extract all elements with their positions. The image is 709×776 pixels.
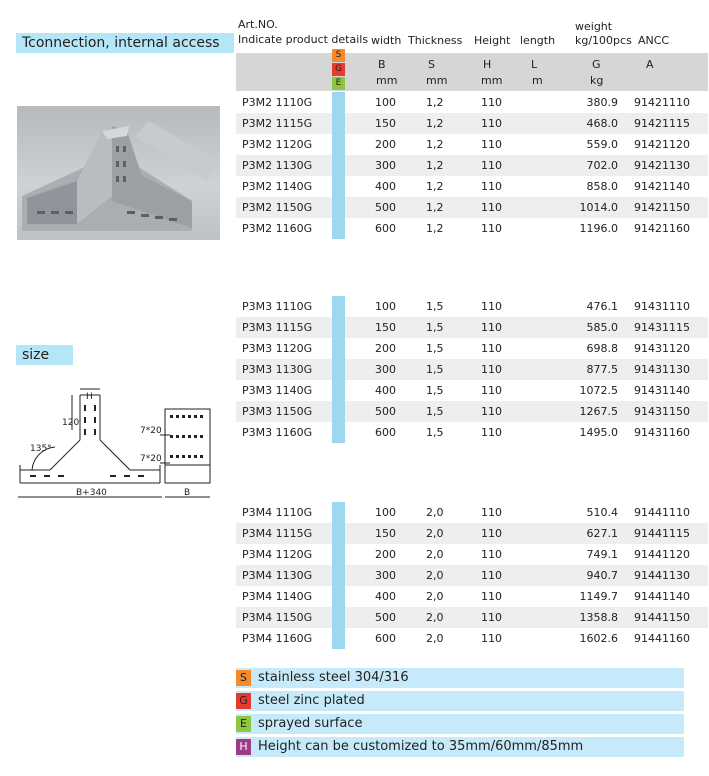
cell-ancc-a: 91421110 — [634, 96, 690, 109]
cell-ancc-a: 91421115 — [634, 117, 690, 130]
badge-s: S — [332, 49, 345, 62]
cell-height-h: 110 — [481, 611, 502, 624]
cell-ancc-a: 91431120 — [634, 342, 690, 355]
dim-slot-1: 7*20 — [140, 426, 162, 436]
cell-width-b: 400 — [375, 180, 396, 193]
table-row — [236, 134, 708, 155]
badge-g: G — [332, 63, 345, 76]
cell-height-h: 110 — [481, 222, 502, 235]
cell-art-no: P3M2 1115G — [242, 117, 313, 130]
table-row — [236, 113, 708, 134]
cell-weight-g: 1602.6 — [579, 632, 618, 645]
unit-g: kg — [590, 74, 604, 87]
cell-art-no: P3M3 1160G — [242, 426, 313, 439]
cell-thickness-s: 1,2 — [426, 117, 444, 130]
sym-a: A — [646, 58, 654, 71]
cell-width-b: 200 — [375, 342, 396, 355]
cell-weight-g: 1149.7 — [579, 590, 618, 603]
cell-art-no: P3M3 1110G — [242, 300, 313, 313]
cell-height-h: 110 — [481, 506, 502, 519]
cell-weight-g: 702.0 — [586, 159, 618, 172]
cell-weight-g: 698.8 — [586, 342, 618, 355]
cell-art-no: P3M3 1150G — [242, 405, 313, 418]
cell-ancc-a: 91441120 — [634, 548, 690, 561]
cell-art-no: P3M4 1120G — [242, 548, 313, 561]
t-connection-image — [17, 106, 220, 240]
cell-height-h: 110 — [481, 384, 502, 397]
legend-key: G — [236, 693, 251, 709]
cell-height-h: 110 — [481, 159, 502, 172]
cell-art-no: P3M4 1160G — [242, 632, 313, 645]
table-row — [236, 317, 708, 338]
cell-weight-g: 510.4 — [586, 506, 618, 519]
hdr-ancc: ANCC — [638, 34, 670, 47]
cell-height-h: 110 — [481, 363, 502, 376]
cell-art-no: P3M3 1115G — [242, 321, 313, 334]
unit-s: mm — [426, 74, 448, 87]
legend-key: S — [236, 670, 251, 686]
header-band — [236, 53, 708, 91]
cell-art-no: P3M4 1115G — [242, 527, 313, 540]
table-row — [236, 607, 708, 628]
cell-thickness-s: 2,0 — [426, 569, 444, 582]
cell-thickness-s: 1,5 — [426, 300, 444, 313]
unit-l: m — [532, 74, 543, 87]
cell-thickness-s: 2,0 — [426, 506, 444, 519]
sym-g: G — [592, 58, 601, 71]
cell-height-h: 110 — [481, 321, 502, 334]
table-row — [236, 544, 708, 565]
cell-thickness-s: 2,0 — [426, 548, 444, 561]
cell-ancc-a: 91421150 — [634, 201, 690, 214]
cell-height-h: 110 — [481, 548, 502, 561]
table-row — [236, 92, 708, 113]
cell-art-no: P3M4 1130G — [242, 569, 313, 582]
legend-item — [236, 691, 684, 711]
table-p3m3 — [236, 296, 708, 443]
cell-height-h: 110 — [481, 201, 502, 214]
cell-height-h: 110 — [481, 632, 502, 645]
legend-item — [236, 737, 684, 757]
cell-thickness-s: 2,0 — [426, 590, 444, 603]
cell-width-b: 600 — [375, 632, 396, 645]
hdr-height: Height — [474, 34, 511, 47]
cell-width-b: 100 — [375, 96, 396, 109]
cell-ancc-a: 91431115 — [634, 321, 690, 334]
cell-width-b: 400 — [375, 590, 396, 603]
cell-weight-g: 940.7 — [586, 569, 618, 582]
dim-slot-2: 7*20 — [140, 454, 162, 464]
dim-b: B — [184, 488, 191, 498]
hdr-thickness: Thickness — [408, 34, 463, 47]
unit-h: mm — [481, 74, 503, 87]
cell-ancc-a: 91431140 — [634, 384, 690, 397]
table-row — [236, 380, 708, 401]
hdr-kg100: kg/100pcs — [575, 34, 632, 47]
cell-thickness-s: 1,5 — [426, 426, 444, 439]
cell-ancc-a: 91431160 — [634, 426, 690, 439]
hdr-art-no: Art.NO. — [238, 18, 278, 31]
table-row — [236, 338, 708, 359]
cell-weight-g: 380.9 — [586, 96, 618, 109]
cell-ancc-a: 91421140 — [634, 180, 690, 193]
sym-s: S — [428, 58, 435, 71]
legend-text: stainless steel 304/316 — [258, 670, 409, 685]
table-row — [236, 359, 708, 380]
cell-height-h: 110 — [481, 405, 502, 418]
table-row — [236, 197, 708, 218]
cell-weight-g: 858.0 — [586, 180, 618, 193]
cell-height-h: 110 — [481, 96, 502, 109]
legend-text: steel zinc plated — [258, 693, 365, 708]
cell-width-b: 100 — [375, 506, 396, 519]
cell-thickness-s: 2,0 — [426, 527, 444, 540]
cell-art-no: P3M2 1150G — [242, 201, 313, 214]
title-box: Tconnection, internal access — [16, 33, 234, 53]
cell-weight-g: 1014.0 — [579, 201, 618, 214]
cell-ancc-a: 91441160 — [634, 632, 690, 645]
cell-height-h: 110 — [481, 569, 502, 582]
cell-weight-g: 877.5 — [586, 363, 618, 376]
table-row — [236, 422, 708, 443]
cell-art-no: P3M4 1150G — [242, 611, 313, 624]
dim-base: B+340 — [76, 488, 107, 498]
dimension-drawing — [10, 385, 225, 505]
legend-text: Height can be customized to 35mm/60mm/85mm — [258, 739, 584, 754]
sym-l: L — [531, 58, 538, 71]
sym-h: H — [483, 58, 492, 71]
cell-width-b: 150 — [375, 527, 396, 540]
cell-height-h: 110 — [481, 342, 502, 355]
size-box: size — [16, 345, 73, 365]
cell-width-b: 500 — [375, 201, 396, 214]
cell-height-h: 110 — [481, 527, 502, 540]
cell-height-h: 110 — [481, 426, 502, 439]
dim-h: H — [86, 392, 93, 402]
cell-thickness-s: 1,2 — [426, 201, 444, 214]
legend-key: E — [236, 716, 251, 732]
cell-width-b: 100 — [375, 300, 396, 313]
cell-height-h: 110 — [481, 590, 502, 603]
cell-width-b: 500 — [375, 611, 396, 624]
cell-art-no: P3M4 1110G — [242, 506, 313, 519]
cell-weight-g: 627.1 — [586, 527, 618, 540]
cell-ancc-a: 91441140 — [634, 590, 690, 603]
cell-ancc-a: 91441130 — [634, 569, 690, 582]
cell-ancc-a: 91441115 — [634, 527, 690, 540]
table-row — [236, 218, 708, 239]
cell-weight-g: 468.0 — [586, 117, 618, 130]
cell-width-b: 150 — [375, 117, 396, 130]
hdr-width: width — [371, 34, 402, 47]
cell-width-b: 400 — [375, 384, 396, 397]
table-row — [236, 565, 708, 586]
table-row — [236, 502, 708, 523]
cell-height-h: 110 — [481, 300, 502, 313]
cell-height-h: 110 — [481, 138, 502, 151]
cell-width-b: 600 — [375, 426, 396, 439]
table-p3m4 — [236, 502, 708, 649]
cell-thickness-s: 1,5 — [426, 384, 444, 397]
cell-art-no: P3M3 1130G — [242, 363, 313, 376]
cell-height-h: 110 — [481, 117, 502, 130]
cell-weight-g: 476.1 — [586, 300, 618, 313]
legend-text: sprayed surface — [258, 716, 363, 731]
cell-weight-g: 1495.0 — [579, 426, 618, 439]
hdr-length: length — [520, 34, 556, 47]
cell-art-no: P3M3 1120G — [242, 342, 313, 355]
cell-thickness-s: 1,2 — [426, 96, 444, 109]
cell-ancc-a: 91421130 — [634, 159, 690, 172]
unit-b: mm — [376, 74, 398, 87]
cell-thickness-s: 1,5 — [426, 342, 444, 355]
cell-art-no: P3M4 1140G — [242, 590, 313, 603]
cell-art-no: P3M3 1140G — [242, 384, 313, 397]
table-row — [236, 155, 708, 176]
cell-art-no: P3M2 1120G — [242, 138, 313, 151]
table-row — [236, 523, 708, 544]
dim-angle: 135° — [30, 444, 52, 454]
cell-art-no: P3M2 1140G — [242, 180, 313, 193]
dim-120: 120 — [62, 418, 80, 428]
cell-ancc-a: 91441150 — [634, 611, 690, 624]
cell-width-b: 150 — [375, 321, 396, 334]
cell-weight-g: 1267.5 — [579, 405, 618, 418]
table-row — [236, 296, 708, 317]
sym-b: B — [378, 58, 386, 71]
cell-width-b: 200 — [375, 138, 396, 151]
cell-thickness-s: 1,5 — [426, 405, 444, 418]
table-row — [236, 628, 708, 649]
cell-weight-g: 1072.5 — [579, 384, 618, 397]
cell-ancc-a: 91421120 — [634, 138, 690, 151]
cell-thickness-s: 1,5 — [426, 321, 444, 334]
cell-width-b: 500 — [375, 405, 396, 418]
cell-width-b: 300 — [375, 159, 396, 172]
cell-ancc-a: 91431150 — [634, 405, 690, 418]
cell-width-b: 600 — [375, 222, 396, 235]
cell-weight-g: 1196.0 — [579, 222, 618, 235]
cell-width-b: 300 — [375, 569, 396, 582]
badge-e: E — [332, 77, 345, 90]
cell-thickness-s: 2,0 — [426, 611, 444, 624]
cell-ancc-a: 91441110 — [634, 506, 690, 519]
cell-thickness-s: 1,2 — [426, 222, 444, 235]
cell-weight-g: 585.0 — [586, 321, 618, 334]
cell-thickness-s: 2,0 — [426, 632, 444, 645]
cell-thickness-s: 1,2 — [426, 180, 444, 193]
legend-item — [236, 714, 684, 734]
cell-art-no: P3M2 1160G — [242, 222, 313, 235]
hdr-weight: weight — [575, 20, 613, 33]
cell-ancc-a: 91431130 — [634, 363, 690, 376]
blue-bar-2 — [332, 296, 345, 443]
hdr-indicate: Indicate product details — [238, 33, 369, 46]
cell-weight-g: 749.1 — [586, 548, 618, 561]
cell-thickness-s: 1,2 — [426, 138, 444, 151]
legend-item — [236, 668, 684, 688]
cell-thickness-s: 1,2 — [426, 159, 444, 172]
cell-art-no: P3M2 1130G — [242, 159, 313, 172]
cell-ancc-a: 91431110 — [634, 300, 690, 313]
table-p3m2 — [236, 92, 708, 239]
table-row — [236, 401, 708, 422]
cell-art-no: P3M2 1110G — [242, 96, 313, 109]
cell-thickness-s: 1,5 — [426, 363, 444, 376]
cell-ancc-a: 91421160 — [634, 222, 690, 235]
cell-width-b: 300 — [375, 363, 396, 376]
blue-bar-1 — [332, 92, 345, 239]
cell-weight-g: 1358.8 — [579, 611, 618, 624]
cell-weight-g: 559.0 — [586, 138, 618, 151]
product-photo — [17, 106, 220, 240]
table-row — [236, 586, 708, 607]
legend-key: H — [236, 739, 251, 755]
blue-bar-3 — [332, 502, 345, 649]
table-row — [236, 176, 708, 197]
cell-width-b: 200 — [375, 548, 396, 561]
cell-height-h: 110 — [481, 180, 502, 193]
